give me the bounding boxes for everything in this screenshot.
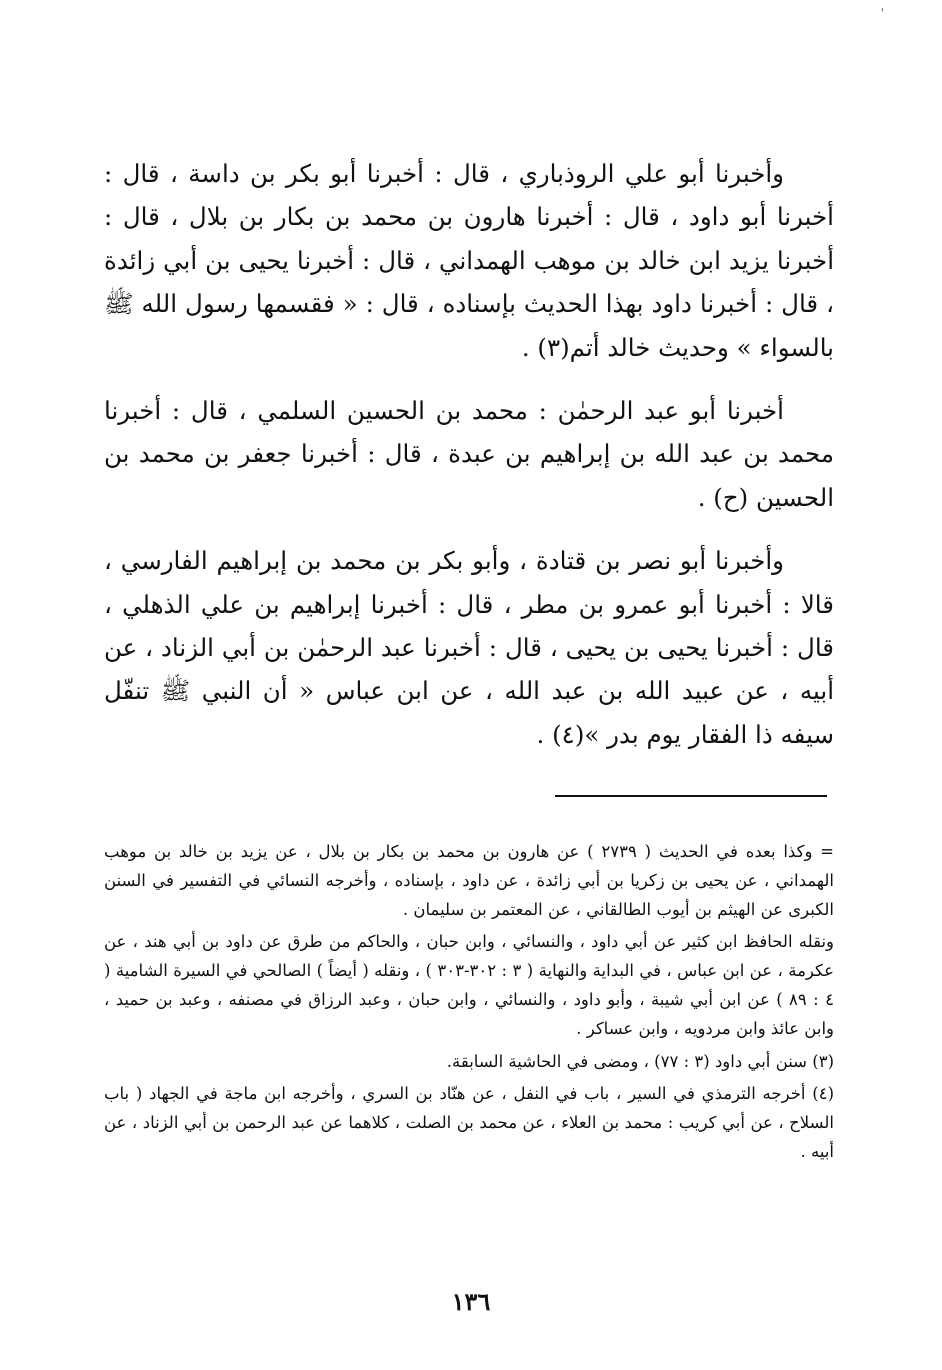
footnote-4: (٤) أخرجه الترمذي في السير ، باب في النفل ، عن هنّاد بن السري ، وأخرجه ابن ماجة في الجهاد ( باب السلاح ، عن أبي كريب : محمد بن العلاء ، عن محمد بن الصلت ، كلاهما عن عبد الرحمن بن أبي الزناد ، عن أبيه .: [104, 1084, 834, 1161]
corner-mark: ': [880, 6, 884, 20]
main-paragraph-1: وأخبرنا أبو علي الروذباري ، قال : أخبرنا أبو بكر بن داسة ، قال : أخبرنا أبو داود ، قال : أخبرنا هارون بن محمد بن بكار بن بلال ، قال : أخبرنا يزيد ابن خالد بن موهب الهمداني ، قال : أخبرنا يحيى بن أبي زائدة ، قال : أخبرنا داود بهذا الحديث بإسناده ، قال : « فقسمها رسول الله ﷺ بالسواء » وحديث خالد أتم(٣) .: [104, 159, 834, 362]
footnote-3: (٣) سنن أبي داود (٣ : ٧٧) ، ومضى في الحاشية السابقة.: [446, 1051, 834, 1071]
main-paragraph-2: أخبرنا أبو عبد الرحمٰن : محمد بن الحسين السلمي ، قال : أخبرنا محمد بن عبد الله بن إبراهيم بن عبدة ، قال : أخبرنا جعفر بن محمد بن الحسين (ح) .: [104, 396, 834, 512]
footnote-separator: [555, 795, 827, 797]
main-paragraph-3: وأخبرنا أبو نصر بن قتادة ، وأبو بكر بن محمد بن إبراهيم الفارسي ، قالا : أخبرنا أبو عمرو بن مطر ، قال : أخبرنا إبراهيم بن علي الذهلي ، قال : أخبرنا يحيى بن يحيى ، قال : أخبرنا عبد الرحمٰن بن أبي الزناد ، عن أبيه ، عن عبيد الله بن عبد الله ، عن ابن عباس « أن النبي ﷺ تنفّل سيفه ذا الفقار يوم بدر »(٤) .: [104, 546, 834, 749]
footnote-continuation: = وكذا بعده في الحديث ( ٢٧٣٩ ) عن هارون بن محمد بن بكار بن بلال ، عن يزيد بن خالد بن موهب الهمداني ، عن يحيى بن زكريا بن أبي زائدة ، عن داود ، بإسناده ، وأخرجه النسائي في التفسير في السنن الكبرى عن الهيثم بن أيوب الطالقاني ، عن المعتمر بن سليمان .: [104, 842, 835, 919]
main-text: [104, 152, 834, 756]
footnote-continuation-2: ونقله الحافظ ابن كثير عن أبي داود ، والنسائي ، وابن حبان ، والحاكم من طرق عن داود بن أبي هند ، عن عكرمة ، عن ابن عباس ، في البداية والنهاية ( ٣ : ٣٠٢-٣٠٣ ) ، ونقله ( أيضاً ) الصالحي في السيرة الشامية ( ٤ : ٨٩ ) عن ابن أبي شيبة ، وأبو داود ، والنسائي ، وابن حبان ، وعبد الرزاق في مصنفه ، وعبد بن حميد ، وابن عائذ وابن مردويه ، وابن عساكر .: [104, 932, 834, 1038]
footnotes: [104, 838, 834, 1167]
page-number: ١٣٦: [451, 1287, 491, 1316]
